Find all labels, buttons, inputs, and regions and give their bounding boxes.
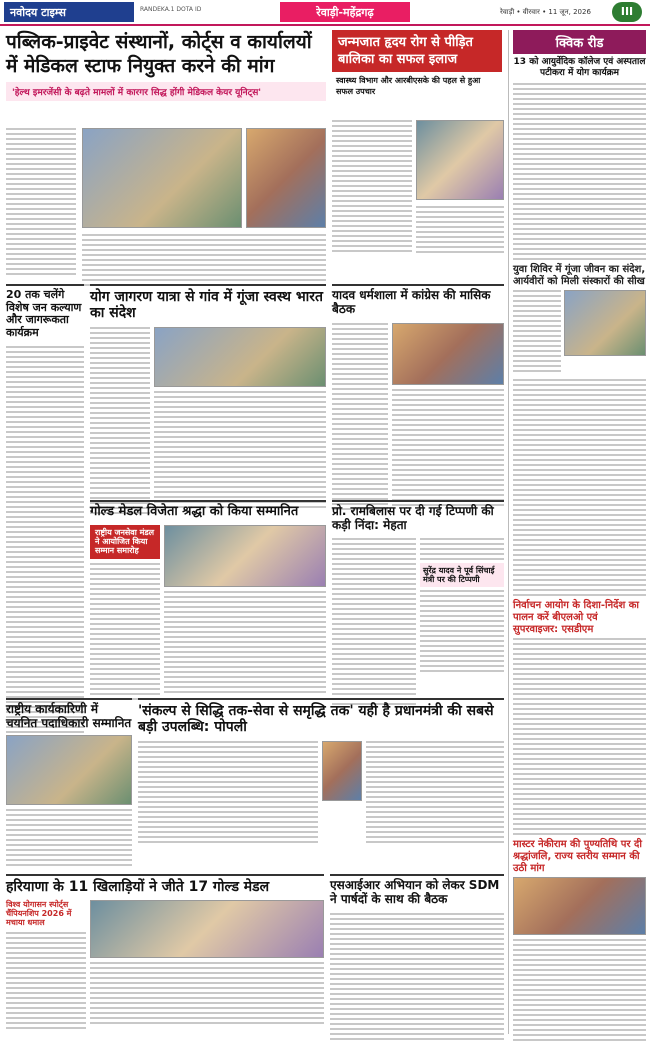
lead-photo (82, 128, 242, 228)
page-number: III (612, 2, 642, 22)
masthead-small-text: RANDEKA.1 DOTA ID (140, 6, 202, 13)
youth-camp-photo (564, 290, 646, 356)
story-haryana (6, 874, 324, 1036)
story-national-headline: राष्ट्रीय कार्यकारिणी में चयनित पदाधिकारी सम्मानित (6, 702, 132, 730)
nekiram-photo (513, 877, 646, 935)
quick-read-kicker: क्विक रीड (513, 30, 646, 54)
story-sir-headline: एसआईआर अभियान को लेकर SDM ने पार्षदों के साथ की बैठक (330, 878, 500, 906)
story-yoga (90, 284, 326, 494)
quick-read-headline-3: निर्वाचन आयोग के दिशा-निर्देश का पालन करें बीएलओ एवं सुपरवाइजर: एसडीएम (513, 600, 639, 635)
story-yoga-headline: योग जागरण यात्रा से गांव में गूंजा स्वस्थ भारत का संदेश (90, 289, 324, 322)
lead-story (6, 30, 326, 122)
congress-photo (392, 323, 504, 385)
story-haryana-headline: हरियाणा के 11 खिलाड़ियों ने जीते 17 गोल्ड मेडल (6, 879, 270, 895)
publication-name: नवोदय टाइम्स (4, 2, 134, 22)
masthead (0, 0, 650, 26)
haryana-photo (90, 900, 324, 958)
story-rambilas (332, 500, 504, 690)
story-gold-headline: गोल्ड मेडल विजेता श्रद्धा को किया सम्मानित (90, 504, 299, 519)
story-rambilas-headline: प्रो. रामबिलास पर दी गई टिप्पणी की कड़ी निंदा: मेहता (332, 504, 494, 532)
heart-body-2 (416, 206, 504, 260)
story-gold-subheadline: राष्ट्रीय जनसेवा मंडल ने आयोजित किया सम्मान समारोह (90, 525, 160, 559)
heart-story (332, 30, 502, 116)
story-gold (90, 500, 326, 690)
lead-headline: पब्लिक-प्राइवेट संस्थानों, कोर्ट्स व कार्यालयों में मेडिकल स्टाफ नियुक्त करने की मांग (6, 31, 312, 77)
lead-body-text (82, 234, 326, 278)
gold-photo (164, 525, 326, 587)
story-national (6, 698, 132, 868)
national-photo (6, 735, 132, 805)
story-haryana-subheadline: विश्व योगासन स्पोर्ट्स चैंपियनशिप 2026 में मचाया धमाल (6, 900, 72, 928)
quick-read-sidebar (508, 30, 646, 1034)
lead-photo-2 (246, 128, 326, 228)
quick-read-headline-2: युवा शिविर में गूंजा जीवन का संदेश, आर्यवीरों को मिली संस्कारों की सीख (513, 264, 646, 287)
story-popli (138, 698, 504, 868)
popli-photo (322, 741, 362, 801)
quick-read-headline-1: 13 को आयुर्वेदिक कॉलेज एवं अस्पताल पटीकरा में योग कार्यक्रम (513, 57, 646, 78)
yoga-photo (154, 327, 326, 387)
lead-subheadline: 'हेल्थ इमरजेंसी के बढ़ते मामलों में कारगर सिद्ध होंगी मेडिकल केयर यूनिट्स' (6, 82, 326, 101)
story-congress (332, 284, 504, 494)
story-sir (330, 874, 504, 1036)
quick-read-headline-4: मास्टर नेकीराम की पुण्यतिथि पर दी श्रद्धांजलि, राज्य स्तरीय सम्मान की उठी मांग (513, 839, 642, 874)
story-popli-headline: 'संकल्प से सिद्धि तक-सेवा से समृद्धि तक' यही है प्रधानमंत्री की सबसे बड़ी उपलब्धि: पोपली (138, 703, 494, 736)
date-line: रेवाड़ी • वीरवार • 11 जून, 2026 (500, 8, 591, 16)
heart-headline: जन्मजात हृदय रोग से पीड़ित बालिका का सफल इलाज (332, 30, 502, 72)
section-title: रेवाड़ी-महेंद्रगढ़ (280, 2, 410, 22)
heart-subheadline: स्वास्थ्य विभाग और आरबीएसके की पहल से हुआ सफल उपचार (336, 76, 481, 96)
story-20-tak (6, 284, 84, 694)
story-20-tak-headline: 20 तक चलेंगे विशेष जन कल्याण और जागरूकता कार्यक्रम (6, 288, 82, 339)
story-congress-headline: यादव धर्मशाला में कांग्रेस की मासिक बैठक (332, 288, 491, 316)
heart-photo (416, 120, 504, 200)
heart-body (332, 120, 412, 260)
story-rambilas-subheadline: सुरेंद्र यादव ने पूर्व सिंचाई मंत्री पर की टिप्पणी (420, 563, 504, 587)
lead-body-col1 (6, 128, 76, 278)
